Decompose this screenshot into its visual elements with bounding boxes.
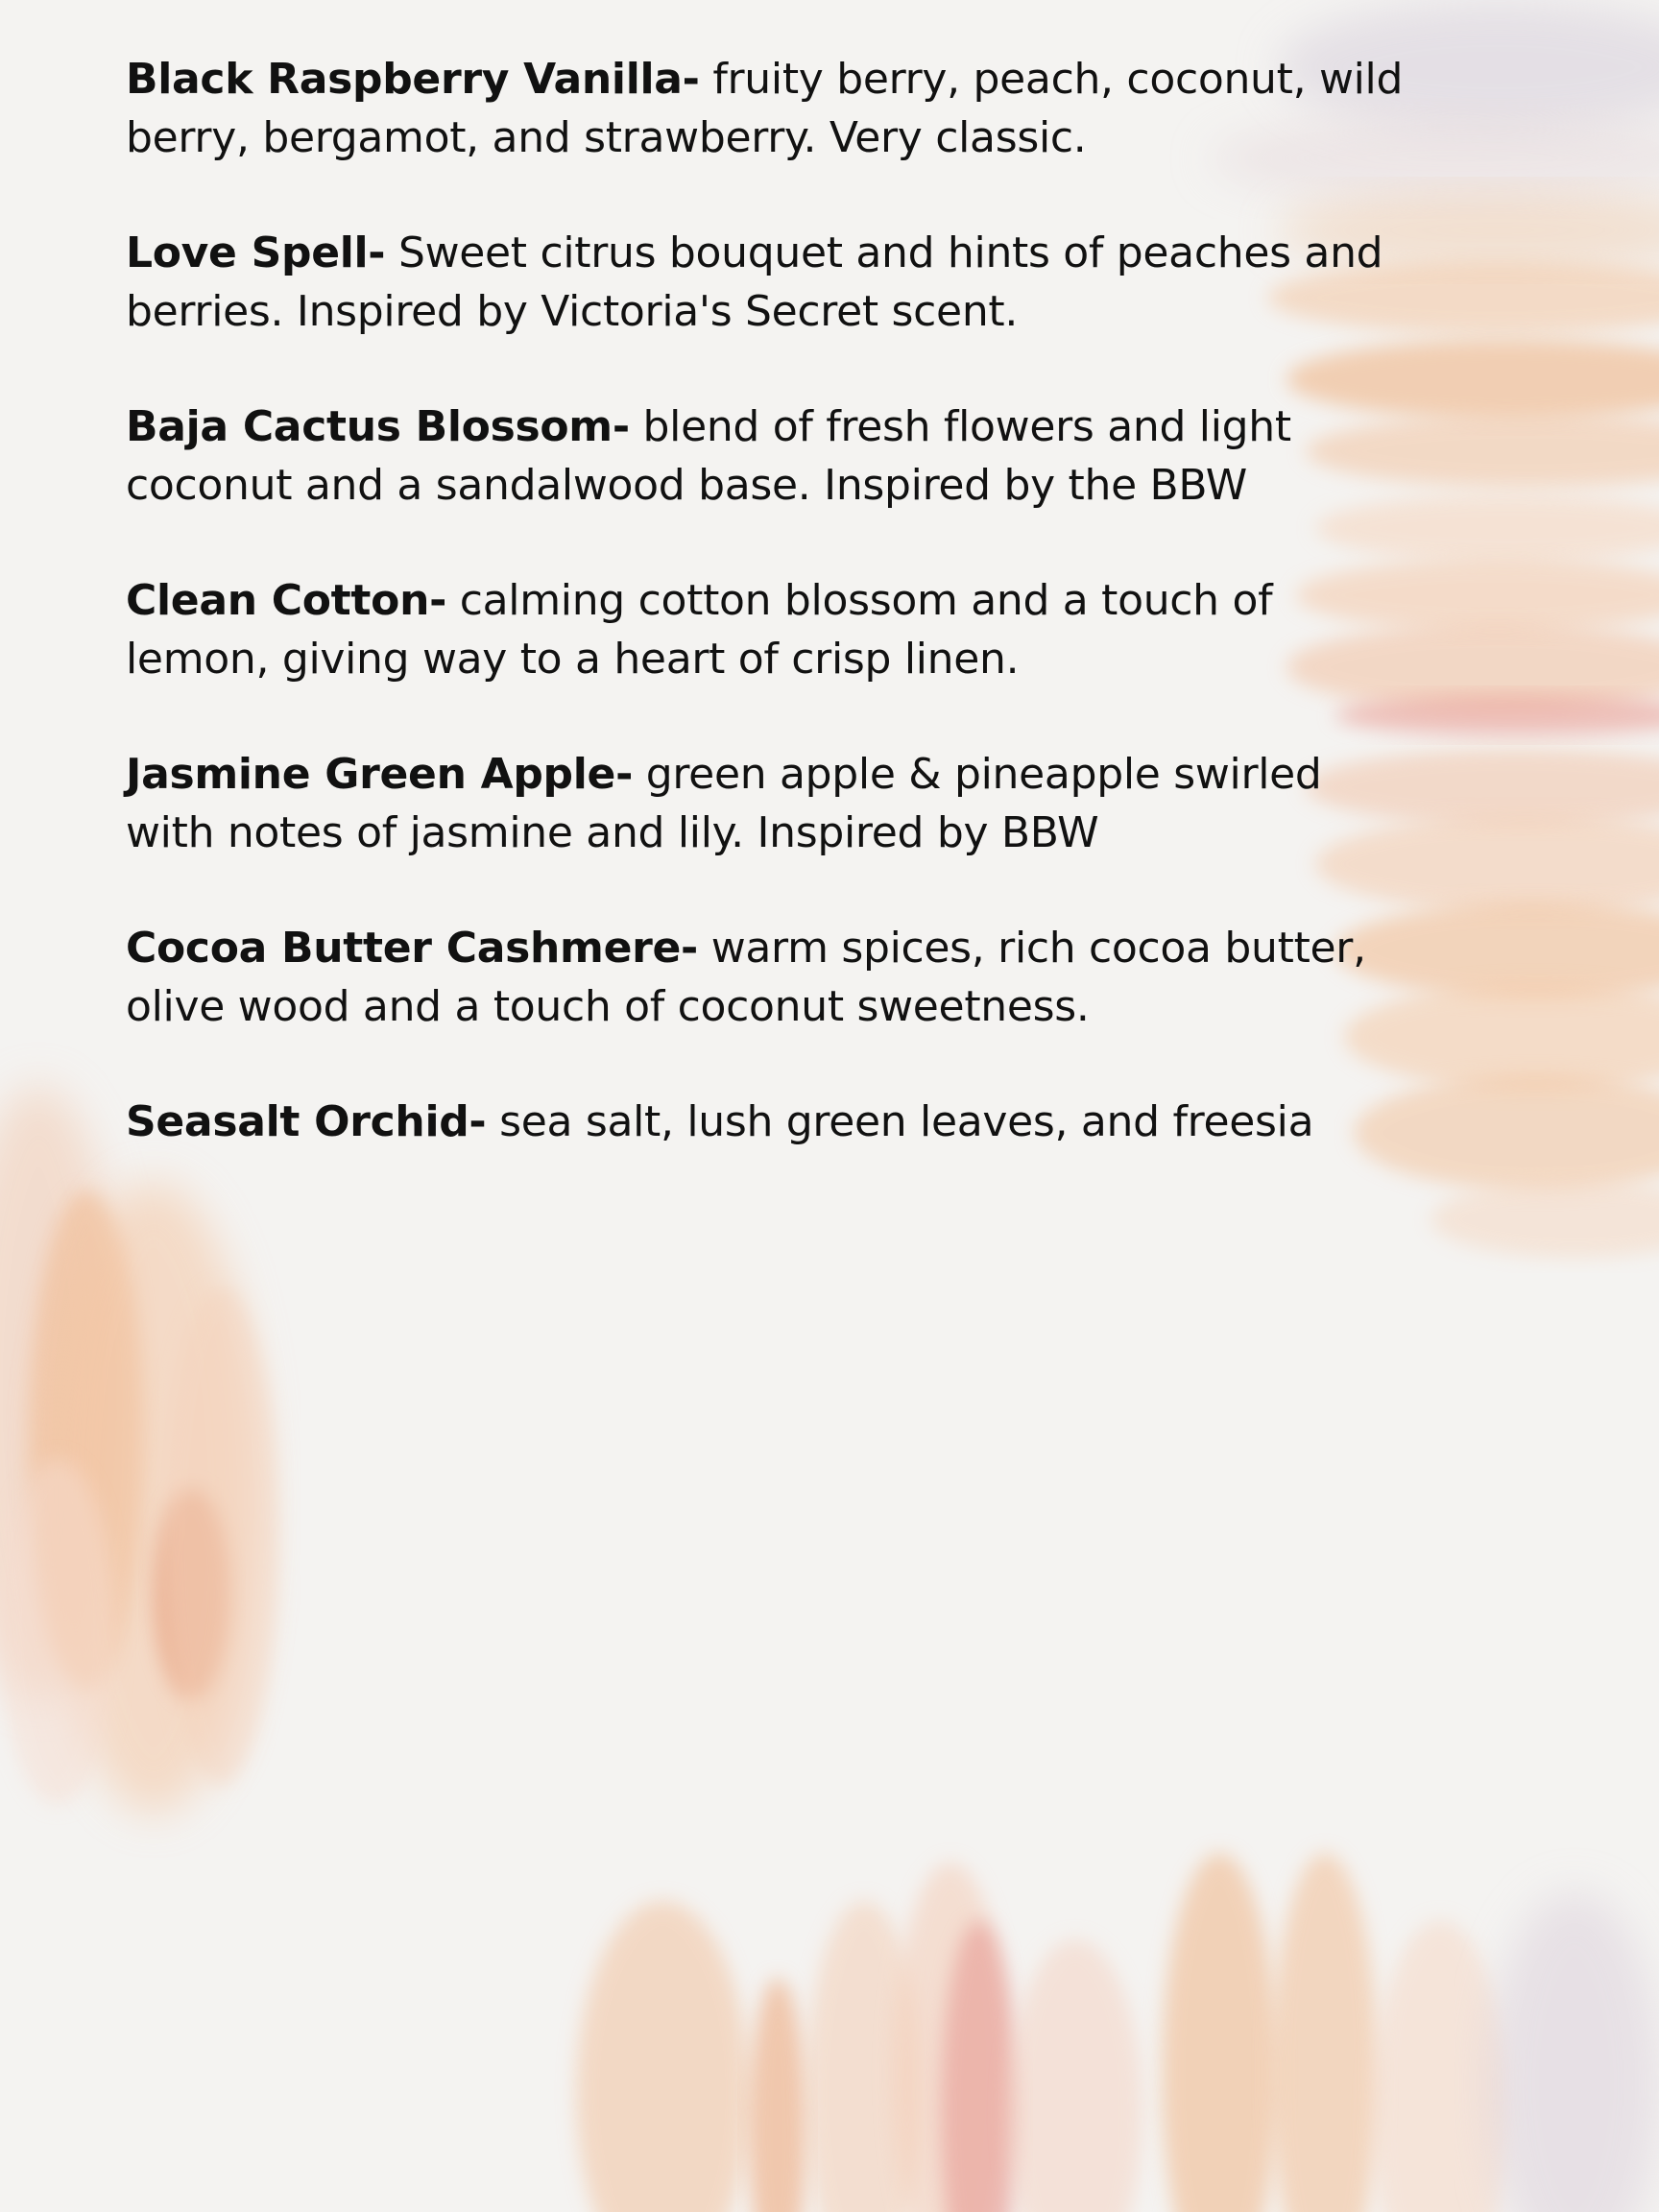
bottom-watercolor-strokes [576,1853,1659,2212]
scent-entry [126,224,1412,341]
scent-description: warm spices, rich cocoa butter, olive wood and a touch of coconut sweetness. [126,924,1366,1031]
scent-entry [126,571,1412,688]
scent-name: Seasalt Orchid- [126,1097,487,1146]
scent-entry [126,50,1412,167]
scent-description: blend of fresh flowers and light coconut and a sandalwood base. Inspired by the BBW [126,402,1291,510]
scent-description: green apple & pineapple swirled with notes of jasmine and lily. Inspired by BBW [126,750,1322,857]
scent-name: Love Spell- [126,228,386,277]
scent-name: Jasmine Green Apple- [126,750,634,799]
scent-entry [126,919,1412,1036]
scent-entry [126,1093,1412,1151]
scent-entry [126,745,1412,862]
scent-description: Sweet citrus bouquet and hints of peaches and berries. Inspired by Victoria's Secret scent. [126,228,1383,336]
scent-descriptions [126,50,1412,1208]
scent-description: sea salt, lush green leaves, and freesia [486,1097,1314,1146]
scent-name: Cocoa Butter Cashmere- [126,924,699,973]
scent-description: calming cotton blossom and a touch of lemon, giving way to a heart of crisp linen. [126,576,1273,684]
scent-description: fruity berry, peach, coconut, wild berry, bergamot, and strawberry. Very classic. [126,55,1404,162]
scent-name: Baja Cactus Blossom- [126,402,630,451]
scent-name: Clean Cotton- [126,576,447,625]
scent-name: Black Raspberry Vanilla- [126,55,700,104]
scent-entry [126,397,1412,515]
